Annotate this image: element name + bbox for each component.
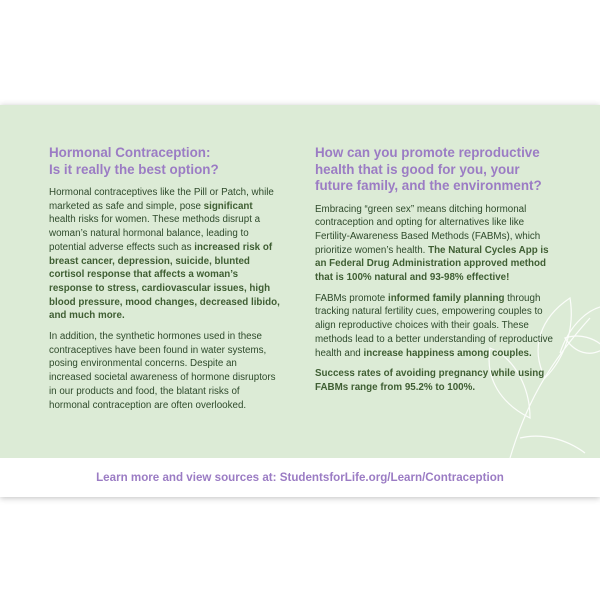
left-column (49, 145, 281, 419)
right-p2-bold-b: informed family planning (387, 292, 505, 304)
left-p1-text-a: Hormonal contraceptives like the Pill or Patch, while marketed as safe and simple, pose (49, 187, 274, 212)
right-p1-bold: The Natural Cycles App is an Federal Drug Administration approved method that is 100% natural and 93-98% effective! (315, 244, 549, 284)
right-p2-text-c: through tracking natural fertility cues, empowering couples to align reproductive choices with their goals. These methods lead to a better understanding of reproductive health and (315, 292, 554, 359)
left-heading-line2: Is it really the best option? (49, 161, 219, 177)
right-heading: How can you promote reproductive health that is good for you, your future family, and the environment? (315, 145, 542, 193)
content-panel (0, 105, 600, 458)
right-p1-text-a: Embracing “green sex” means ditching hormonal contraception and opting for alternatives like like Fertility-Awareness Based Methods (FABMs), which prioritize women’s health. (315, 203, 541, 256)
left-p1-text-c: health risks for women. These methods disrupt a woman’s natural hormonal balance, leading to potential adverse effects such as (49, 214, 261, 253)
left-p1-bold-significant: significant (203, 200, 253, 212)
left-p1-bold-risks: increased risk of breast cancer, depression, suicide, blunted cortisol response that affects a woman’s response to stress, cardiovascular issues, high blood pressure, mood changes, decreased libido, and much more. (49, 241, 280, 322)
right-paragraph-1 (315, 203, 555, 285)
left-heading-line1: Hormonal Contraception: (49, 145, 211, 160)
right-paragraph-2 (315, 292, 555, 361)
left-paragraph-1 (49, 186, 281, 323)
right-p2-bold-d: increase happiness among couples. (363, 347, 532, 359)
footer-link-text[interactable]: Learn more and view sources at: StudentsforLife.org/Learn/Contraception (96, 471, 504, 484)
right-paragraph-3: Success rates of avoiding pregnancy while using FABMs range from 95.2% to 100%. (315, 368, 545, 393)
right-column (315, 145, 555, 402)
info-card (0, 105, 600, 497)
right-p2-text-a: FABMs promote (315, 292, 388, 304)
sources-footer (0, 458, 600, 497)
left-heading (49, 145, 281, 178)
left-paragraph-2: In addition, the synthetic hormones used in these contraceptives have been found in water systems, posing environmental concerns. Despite an increased societal awareness of hormone disruptors in our products and food, the blatant risks of hormonal contraception are often overlooked. (49, 331, 276, 411)
